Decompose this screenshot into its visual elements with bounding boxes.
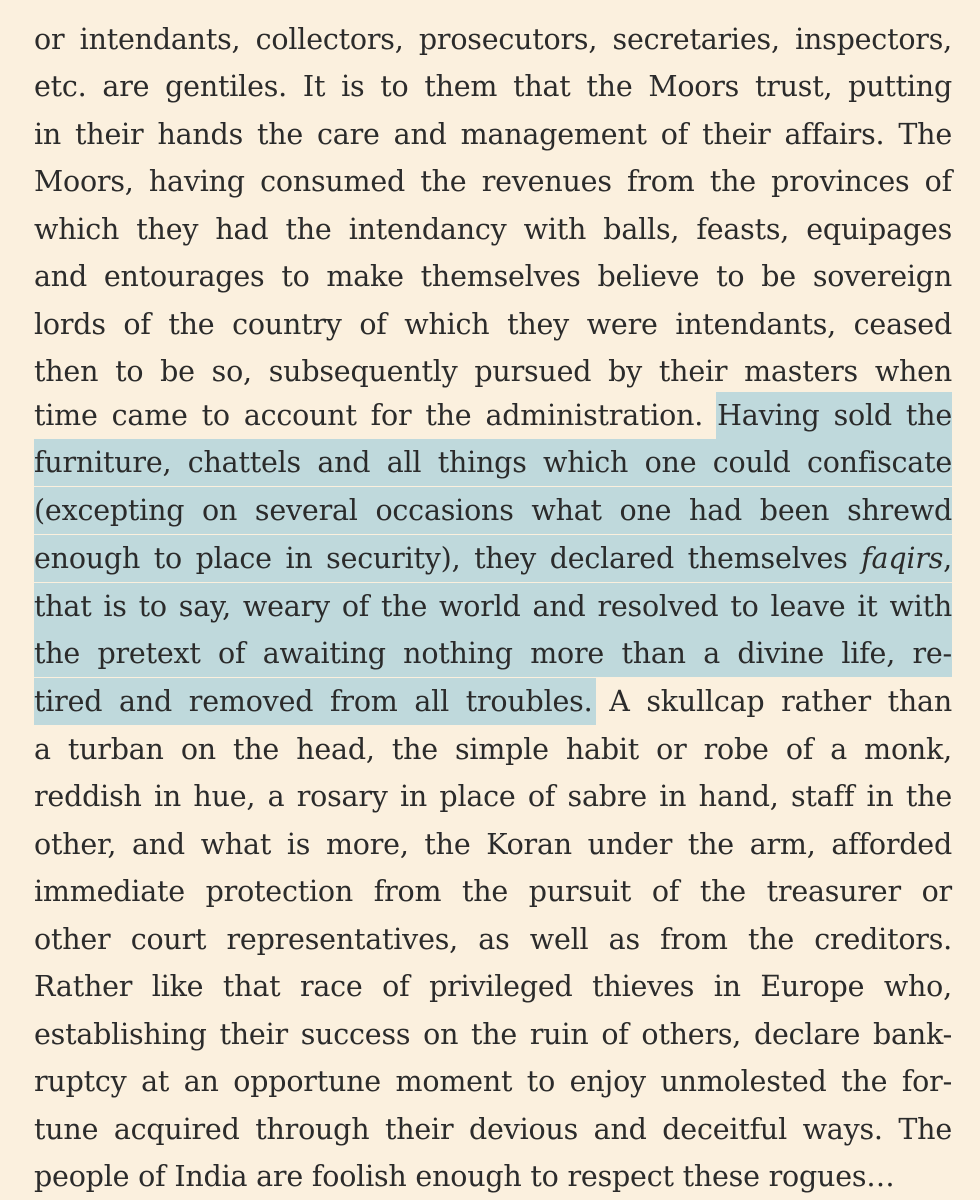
highlighted-line: (excepting on several occasions what one had been shrewd <box>34 487 952 534</box>
text-line: etc. are gentiles. It is to them that the Moors trust, putting <box>34 70 952 103</box>
highlighted-line: that is to say, weary of the world and resolved to leave it with <box>34 583 952 630</box>
text-line: other court representatives, as well as from the creditors. <box>34 923 952 956</box>
text-line: a turban on the head, the simple habit or robe of a monk, <box>34 733 952 766</box>
highlighted-text: enough to place in security), they declared themselves <box>34 542 862 575</box>
text-line: which they had the intendancy with balls, feasts, equipages <box>34 213 952 246</box>
text-line: ruptcy at an opportune moment to enjoy unmolested the for- <box>34 1065 952 1098</box>
highlighted-text: tired and removed from all troubles. <box>34 685 593 718</box>
highlighted-text: Having sold the <box>717 399 952 432</box>
highlighted-line <box>34 535 952 582</box>
text-line: Moors, having consumed the revenues from the provinces of <box>34 165 952 198</box>
text-line: Rather like that race of privileged thieves in Europe who, <box>34 970 952 1003</box>
text-line-mixed <box>34 392 952 439</box>
text-line: or intendants, collectors, prosecutors, secretaries, inspectors, <box>34 23 952 56</box>
text-line: immediate protection from the pursuit of the treasurer or <box>34 875 952 908</box>
highlighted-line: furniture, chattels and all things which one could confiscate <box>34 439 952 486</box>
text-line: people of India are foolish enough to respect these rogues… <box>34 1160 895 1193</box>
text-line: lords of the country of which they were intendants, ceased <box>34 308 952 341</box>
text-line: then to be so, subsequently pursued by their masters when <box>34 355 952 388</box>
highlighted-text: , <box>943 542 952 575</box>
text-line: establishing their success on the ruin of others, declare bank- <box>34 1018 952 1051</box>
text-line: other, and what is more, the Koran under the arm, afforded <box>34 828 952 861</box>
plain-text: A skullcap rather than <box>592 685 953 718</box>
highlighted-line: the pretext of awaiting nothing more than a divine life, re- <box>34 630 952 677</box>
text-line: reddish in hue, a rosary in place of sabre in hand, staff in the <box>34 780 952 813</box>
italic-term: faqirs <box>861 542 944 575</box>
plain-text: time came to account for the administration. <box>34 399 704 432</box>
text-line-mixed <box>34 678 952 725</box>
text-line: tune acquired through their devious and deceitful ways. The <box>34 1113 952 1146</box>
text-line: and entourages to make themselves believe to be sovereign <box>34 260 952 293</box>
text-line: in their hands the care and management of their affairs. The <box>34 118 952 151</box>
